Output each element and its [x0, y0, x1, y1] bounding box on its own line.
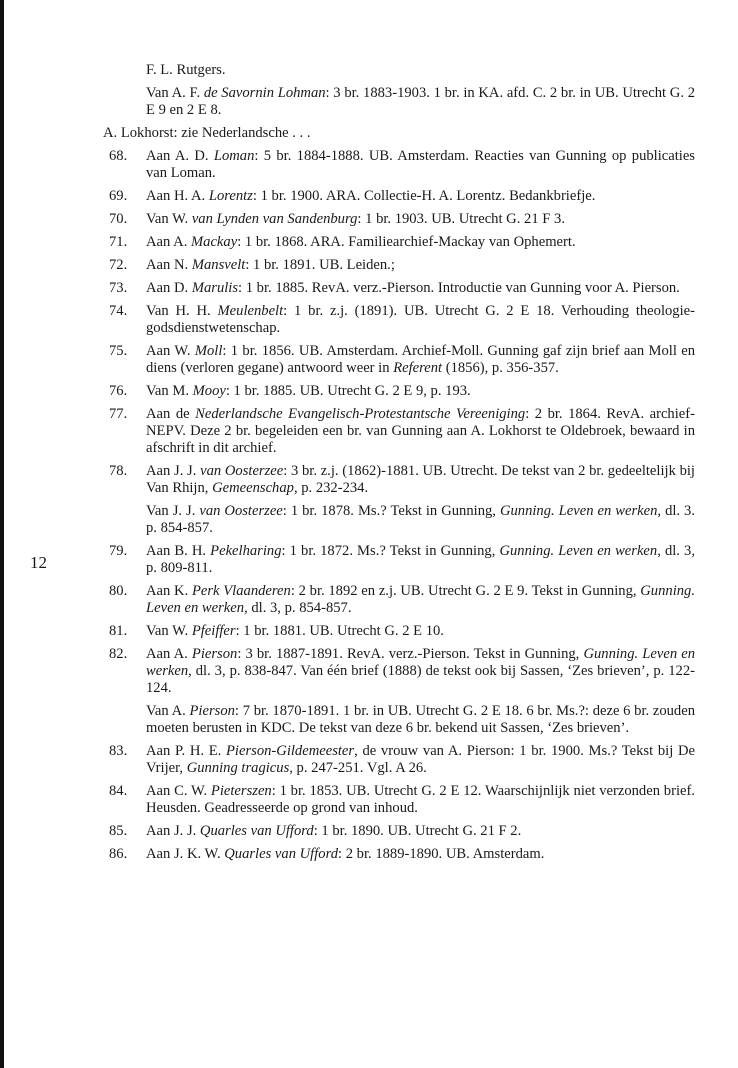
catalog-entry: [103, 783, 695, 817]
text-segment: Aan N.: [146, 257, 192, 273]
entry-number: 84.: [109, 783, 128, 799]
italic-text: Gemeenschap: [212, 480, 294, 496]
text-segment: , dl. 3, p. 854-857.: [244, 600, 352, 616]
italic-text: Referent: [393, 360, 443, 376]
text-segment: : 1 br. 1903. UB. Utrecht G. 21 F 3.: [357, 211, 565, 227]
entry-number: 75.: [109, 343, 128, 359]
text-segment: Aan A.: [146, 646, 192, 662]
page-number: 12: [30, 553, 47, 572]
text-segment: , p. 232-234.: [293, 480, 369, 496]
text-segment: Van M.: [146, 383, 193, 399]
italic-text: Gunning. Leven en werken: [146, 646, 695, 679]
text-segment: Aan W.: [146, 343, 195, 359]
text-segment: : 1 br. 1868. ARA. Familiearchief-Mackay van Ophemert.: [237, 234, 576, 250]
text-segment: Van W.: [146, 623, 192, 639]
catalog-entry: [103, 463, 695, 497]
italic-text: Gunning tragicus: [186, 760, 290, 776]
italic-text: Mooy: [192, 383, 226, 399]
catalog-entry: [103, 234, 695, 251]
text-segment: , p. 247-251. Vgl. A 26.: [289, 760, 427, 776]
text-segment: Aan B. H.: [146, 543, 211, 559]
italic-text: Quarles van Ufford: [224, 846, 339, 862]
text-segment: : 3 br. 1883-1903. 1 br. in KA. afd. C. 2 br. in UB. Utrecht G. 2 E 9 en 2 E 8.: [146, 85, 695, 118]
catalog-entry: [103, 280, 695, 297]
catalog-entry: [103, 211, 695, 228]
text-segment: Van A. F.: [146, 85, 204, 101]
entry-number: 81.: [109, 623, 128, 639]
page-edge-bar: [0, 0, 4, 1068]
text-segment: : 1 br. 1878. Ms.? Tekst in Gunning,: [282, 503, 500, 519]
catalog-entry: [103, 846, 695, 863]
entry-number: 74.: [109, 303, 128, 319]
italic-text: van Oosterzee: [199, 503, 283, 519]
text-segment: Aan P. H. E.: [146, 743, 227, 759]
text-segment: , dl. 3, p. 809-811.: [146, 543, 695, 576]
text-segment: : 5 br. 1884-1888. UB. Amsterdam. Reacties van Gunning op publicaties van Loman.: [146, 148, 695, 181]
text-segment: , dl. 3, p. 838-847. Van één brief (1888) de tekst ook bij Sassen, ‘Zes brieven’, p. 122-124.: [146, 663, 695, 696]
italic-text: Pfeiffer: [191, 623, 236, 639]
text-segment: , de vrouw van A. Pierson: 1 br. 1900. Ms.? Tekst bij De Vrijer,: [146, 743, 695, 776]
catalog-entry: [103, 623, 695, 640]
italic-text: Nederlandsche Evangelisch-Protestantsche Vereeniging: [195, 406, 526, 422]
text-segment: Aan J. K. W.: [146, 846, 225, 862]
text-segment: Van W.: [146, 211, 192, 227]
entry-number: 77.: [109, 406, 128, 422]
entry-number: 69.: [109, 188, 128, 204]
italic-text: Pierson: [189, 703, 235, 719]
text-segment: A. Lokhorst: zie Nederlandsche . . .: [103, 125, 311, 141]
text-segment: : 2 br. 1864. RevA. archief-NEPV. Deze 2 br. begeleiden een br. van Gunning aan A. Lokhorst te Oldebroek, bewaard in afschrift in dit archief.: [146, 406, 695, 456]
italic-text: Gunning. Leven en werken: [499, 543, 658, 559]
entry-number: 78.: [109, 463, 128, 479]
entry-text: [103, 62, 695, 79]
italic-text: Meulenbelt: [217, 303, 284, 319]
text-segment: : 1 br. 1872. Ms.? Tekst in Gunning,: [281, 543, 500, 559]
catalog-entry: [103, 406, 695, 457]
text-segment: : 7 br. 1870-1891. 1 br. in UB. Utrecht G. 2 E 18. 6 br. Ms.?: deze 6 br. zouden moeten berusten in KDC. De tekst van deze 6 br. bekend uit Sassen, ‘Zes brieven’.: [146, 703, 696, 736]
text-segment: Van J. J.: [146, 503, 200, 519]
text-segment: : 1 br. 1900. ARA. Collectie-H. A. Lorentz. Bedankbriefje.: [252, 188, 596, 204]
entry-number: 80.: [109, 583, 128, 599]
catalog-entry: [103, 743, 695, 777]
text-segment: Van A.: [146, 703, 190, 719]
italic-text: Mansvelt: [191, 257, 246, 273]
text-segment: : 3 br. 1887-1891. RevA. verz.-Pierson. Tekst in Gunning,: [237, 646, 584, 662]
text-segment: : 1 br. 1891. UB. Leiden.;: [245, 257, 395, 273]
entry-continuation: [103, 503, 695, 537]
catalog-entry: [103, 148, 695, 182]
text-segment: Aan A.: [146, 234, 191, 250]
document-body: [103, 62, 695, 863]
catalog-entry: [103, 383, 695, 400]
catalog-entry: [103, 543, 695, 577]
text-segment: Aan H. A.: [146, 188, 209, 204]
text-segment: : 1 br. 1856. UB. Amsterdam. Archief-Moll. Gunning gaf zijn brief aan Moll en diens (verloren gegane) antwoord weer in: [146, 343, 695, 376]
italic-text: Gunning. Leven en werken: [499, 503, 658, 519]
text-segment: : 2 br. 1889-1890. UB. Amsterdam.: [338, 846, 545, 862]
text-segment: Aan A. D.: [146, 148, 214, 164]
entry-number: 72.: [109, 257, 128, 273]
entry-number: 82.: [109, 646, 128, 662]
entry-number: 70.: [109, 211, 128, 227]
entry-continuation: [103, 703, 695, 737]
text-segment: F. L. Rutgers.: [146, 62, 226, 78]
italic-text: Marulis: [191, 280, 239, 296]
entry-number: 73.: [109, 280, 128, 296]
text-segment: : 1 br. 1881. UB. Utrecht G. 2 E 10.: [235, 623, 444, 639]
text-segment: : 3 br. z.j. (1862)-1881. UB. Utrecht. De tekst van 2 br. gedeeltelijk bij Van Rhijn,: [146, 463, 695, 496]
italic-text: Loman: [213, 148, 255, 164]
text-segment: : 1 br. 1853. UB. Utrecht G. 2 E 12. Waarschijnlijk niet verzonden brief. Heusden. Geadresseerde op grond van inhoud.: [146, 783, 695, 816]
entry-number: 76.: [109, 383, 128, 399]
text-segment: Aan J. J.: [146, 463, 201, 479]
entry-number: 68.: [109, 148, 128, 164]
italic-text: de Savornin Lohman: [203, 85, 326, 101]
catalog-entry: [103, 646, 695, 697]
text-segment: Aan de: [146, 406, 196, 422]
italic-text: van Oosterzee: [200, 463, 284, 479]
text-segment: , dl. 3. p. 854-857.: [146, 503, 696, 536]
cross-reference: [103, 125, 695, 142]
text-segment: Aan D.: [146, 280, 192, 296]
entry-number: 83.: [109, 743, 128, 759]
italic-text: Pierson: [191, 646, 238, 662]
italic-text: Perk Vlaanderen: [191, 583, 291, 599]
text-segment: Aan K.: [146, 583, 192, 599]
italic-text: Quarles van Ufford: [199, 823, 314, 839]
text-segment: (1856), p. 356-357.: [442, 360, 559, 376]
entry-number: 86.: [109, 846, 128, 862]
text-segment: : 1 br. 1885. UB. Utrecht G. 2 E 9, p. 193.: [225, 383, 471, 399]
text-segment: : 1 br. z.j. (1891). UB. Utrecht G. 2 E 18. Verhouding theologie-godsdienstwetenschap.: [146, 303, 695, 336]
catalog-entry: [103, 303, 695, 337]
italic-text: Gunning. Leven en werken: [146, 583, 695, 616]
entry-number: 79.: [109, 543, 128, 559]
entry-number: 85.: [109, 823, 128, 839]
italic-text: Moll: [194, 343, 223, 359]
italic-text: Pieterszen: [210, 783, 272, 799]
text-segment: : 1 br. 1890. UB. Utrecht G. 21 F 2.: [313, 823, 522, 839]
italic-text: Pekelharing: [210, 543, 282, 559]
text-segment: : 2 br. 1892 en z.j. UB. Utrecht G. 2 E 9. Tekst in Gunning,: [290, 583, 641, 599]
italic-text: Lorentz: [208, 188, 253, 204]
italic-text: Pierson-Gildemeester: [226, 743, 355, 759]
entry-number: 71.: [109, 234, 128, 250]
text-segment: Van H. H.: [146, 303, 218, 319]
text-segment: Aan C. W.: [146, 783, 211, 799]
text-segment: Aan J. J.: [146, 823, 200, 839]
entry-text: [103, 85, 695, 119]
catalog-entry: [103, 257, 695, 274]
catalog-entry: [103, 343, 695, 377]
catalog-entry: [103, 583, 695, 617]
catalog-entry: [103, 188, 695, 205]
text-segment: : 1 br. 1885. RevA. verz.-Pierson. Introductie van Gunning voor A. Pierson.: [238, 280, 680, 296]
italic-text: Mackay: [191, 234, 238, 250]
italic-text: van Lynden van Sandenburg: [191, 211, 358, 227]
catalog-entry: [103, 823, 695, 840]
